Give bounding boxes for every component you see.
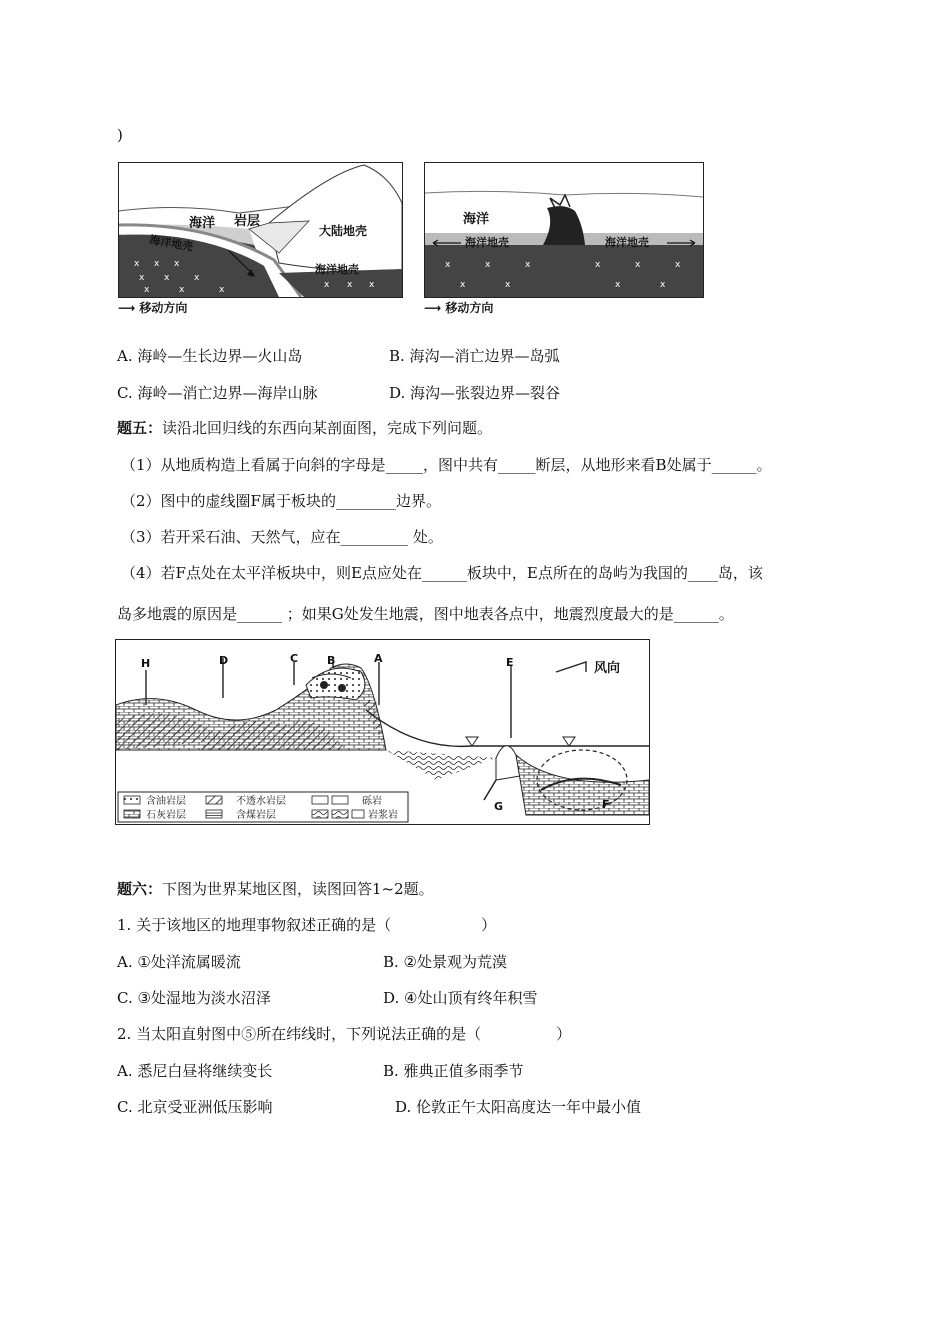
letter-a: A	[374, 652, 383, 665]
svg-text:x: x	[635, 260, 641, 270]
geologic-section-svg	[116, 640, 649, 824]
rift-svg	[425, 163, 703, 297]
svg-text:x: x	[164, 273, 170, 283]
svg-text:x: x	[174, 259, 180, 269]
arrow-right-icon: ⟶	[118, 301, 136, 315]
q5-line-4: （4）若F点处在太平洋板块中，则E点应处在______板块中，E点所在的岛屿为我国的____岛，该	[121, 564, 763, 582]
move-direction-caption-right: ⟶ 移动方向	[424, 301, 494, 315]
rift-diagram	[424, 162, 704, 298]
svg-text:x: x	[179, 285, 185, 295]
svg-text:x: x	[615, 280, 621, 290]
letter-f: F	[602, 798, 610, 811]
option-d: D. 海沟—张裂边界—裂谷	[389, 384, 561, 402]
wind-arrow-icon	[556, 662, 586, 672]
option-c: C. 海岭—消亡边界—海岸山脉	[117, 384, 318, 402]
q5-line-2: （2）图中的虚线圈F属于板块的________边界。	[121, 492, 441, 510]
svg-text:x: x	[154, 259, 160, 269]
legend-limestone: 石灰岩层	[146, 810, 186, 821]
label-ocean-left: 海洋	[189, 216, 216, 231]
question-5-heading: 题五：读沿北回归线的东西向某剖面图，完成下列问题。	[117, 419, 493, 437]
q6-q1-option-a: A. ①处洋流属暖流	[117, 953, 241, 971]
question-6-heading: 题六：下图为世界某地区图，读图回答1~2题。	[117, 880, 434, 898]
q6-question-1: 1. 关于该地区的地理事物叙述正确的是（ ）	[117, 916, 497, 934]
subduction-diagram	[118, 162, 403, 298]
svg-text:x: x	[595, 260, 601, 270]
svg-text:x: x	[675, 260, 681, 270]
move-direction-caption-left: ⟶ 移动方向	[118, 301, 188, 315]
letter-b: B	[327, 654, 336, 667]
q6-q2-option-b: B. 雅典正值多雨季节	[383, 1062, 524, 1080]
svg-text:x: x	[139, 273, 145, 283]
letter-h: H	[141, 657, 151, 670]
letter-e: E	[506, 656, 514, 669]
option-b: B. 海沟—消亡边界—岛弧	[389, 347, 560, 365]
svg-text:x: x	[525, 260, 531, 270]
q5-line-5: 岛多地震的原因是______ ；如果G处发生地震，图中地表各点中，地震烈度最大的是______。	[117, 605, 734, 623]
svg-text:x: x	[445, 260, 451, 270]
label-oceanic-crust-r1: 海洋地壳	[465, 236, 509, 249]
letter-d: D	[219, 654, 229, 667]
label-oceanic-crust-left: 海洋地壳	[148, 233, 195, 254]
label-oceanic-crust-right: 海洋地壳	[315, 263, 359, 276]
legend-impermeable: 不透水岩层	[236, 796, 286, 807]
label-continental-crust: 大陆地壳	[319, 224, 368, 238]
legend-conglomerate: 砾岩	[362, 796, 382, 807]
label-ocean-right: 海洋	[463, 212, 490, 227]
label-rock-layer: 岩层	[234, 214, 261, 229]
svg-text:x: x	[144, 285, 150, 295]
legend-coal: 含煤岩层	[236, 810, 276, 821]
wind-label: 风向	[594, 661, 621, 676]
q6-q2-option-d: D. 伦敦正午太阳高度达一年中最小值	[395, 1098, 642, 1116]
letter-c: C	[290, 652, 299, 665]
svg-text:x: x	[347, 280, 353, 290]
q6-q1-option-c: C. ③处湿地为淡水沼泽	[117, 989, 271, 1007]
svg-text:x: x	[485, 260, 491, 270]
subduction-svg	[119, 163, 402, 297]
geologic-section-diagram	[115, 639, 650, 825]
q6-q1-option-b: B. ②处景观为荒漠	[383, 953, 508, 971]
q5-line-3: （3）若开采石油、天然气，应在_________ 处。	[121, 528, 443, 546]
svg-text:x: x	[134, 259, 140, 269]
svg-text:x: x	[660, 280, 666, 290]
svg-text:x: x	[194, 273, 200, 283]
q6-q1-option-d: D. ④处山顶有终年积雪	[383, 989, 538, 1007]
letter-g: G	[494, 800, 504, 813]
option-a: A. 海岭—生长边界—火山岛	[117, 347, 303, 365]
svg-text:x: x	[505, 280, 511, 290]
legend-oil: 含油岩层	[146, 796, 186, 807]
svg-text:x: x	[324, 280, 330, 290]
q6-question-2: 2. 当太阳直射图中⑤所在纬线时，下列说法正确的是（ ）	[117, 1025, 572, 1043]
svg-text:x: x	[460, 280, 466, 290]
arrow-right-icon: ⟶	[424, 301, 442, 315]
q6-q2-option-a: A. 悉尼白昼将继续变长	[117, 1062, 273, 1080]
q6-q2-option-c: C. 北京受亚洲低压影响	[117, 1098, 273, 1116]
svg-text:x: x	[369, 280, 375, 290]
legend-magma: 岩浆岩	[368, 810, 398, 821]
q5-line-1: （1）从地质构造上看属于向斜的字母是_____，图中共有_____断层，从地形来看B处属于______。	[121, 456, 772, 474]
top-paren: )	[117, 126, 123, 144]
svg-text:x: x	[219, 285, 225, 295]
label-oceanic-crust-r2: 海洋地壳	[605, 236, 649, 249]
